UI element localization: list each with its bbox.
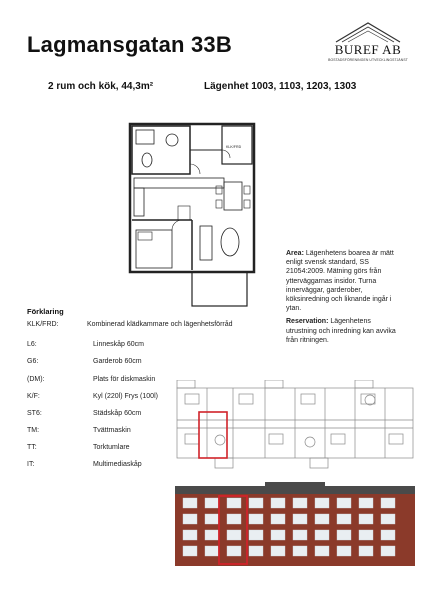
legend-desc: Städskåp 60cm [93,410,142,417]
legend-code: TM: [27,427,40,434]
legend-item [27,358,142,365]
legend-desc: Kyl (220l) Frys (100l) [93,393,158,400]
legend-desc: Torktumlare [93,444,130,451]
legend-code: ST6: [27,410,42,417]
legend-item [27,427,131,434]
legend-code: IT: [27,461,35,468]
legend-item [27,444,130,451]
logo-tagline: BOSTADSFÖRENINGEN UTVECKLINGSTJÄNST [328,58,408,62]
legend-code: G6: [27,358,39,365]
area-label: Area: [286,250,304,257]
legend-desc: Linneskåp 60cm [93,341,144,348]
company-logo [326,20,410,68]
legend-desc: Plats för diskmaskin [93,376,156,383]
logo-name: BUREF AB [334,42,402,57]
legend-code: KLK/FRD: [27,321,59,328]
house-roof-icon [326,20,410,44]
legend-item [27,410,141,417]
apartment-highlight [199,412,227,458]
legend-item [27,461,142,468]
legend-desc: Kombinerad klädkammare och lägenhetsförråd [87,321,233,328]
legend-item [27,321,233,328]
floor-plan [122,120,262,310]
legend-item [27,341,144,348]
page-title: Lagmansgatan 33B [27,32,232,57]
legend-code: K/F: [27,393,40,400]
building-facade [175,482,415,566]
legend-item [27,376,155,383]
legend-desc: Tvättmaskin [93,427,131,434]
apartment-size: 2 rum och kök, 44,3m² [48,81,154,92]
legend-code: TT: [27,444,37,451]
reservation-text: Lägenhetens utrustning och inredning kan avvika från ritningen. [286,318,396,344]
reservation-label: Reservation: [286,318,329,326]
legend-code: (DM): [27,376,45,383]
area-text: Lägenhetens boarea är mätt enligt svensk standard, SS 21054:2009. Mätning görs från ytterväggarnas insidor. Turna innerväggar, garderober, köksinredning och liknande ingår i ytan. [286,250,394,313]
legend-desc: Garderob 60cm [93,358,142,365]
closet-label: KLK/FRD [226,145,242,149]
legend-item [27,393,158,400]
apartment-units: Lägenhet 1003, 1103, 1203, 1303 [204,81,357,92]
info-text [286,249,401,349]
building-floor-overview [175,380,415,475]
legend-code: L6: [27,341,37,348]
legend-desc: Multimediaskåp [93,461,142,468]
legend-title: Förklaring [27,307,64,316]
